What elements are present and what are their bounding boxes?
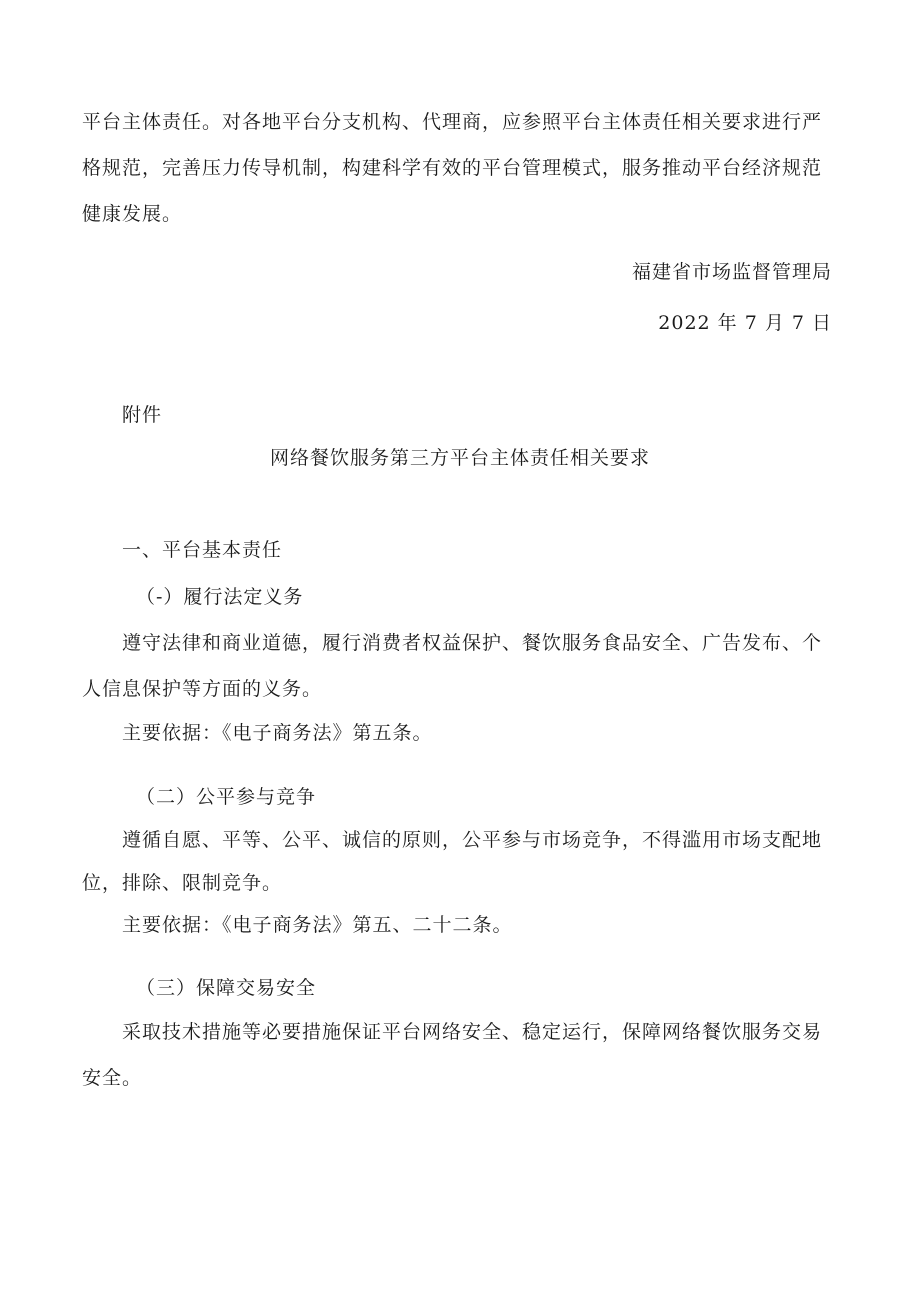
subsection-2-heading: （二）公平参与竞争 [136,786,317,808]
subsection-3-line-2: 安全。 [82,1067,143,1089]
signature-org: 福建省市场监督管理局 [631,261,832,283]
subsection-2-line-2: 位，排除、限制竞争。 [82,872,283,894]
subsection-3-line-1: 采取技术措施等必要措施保证平台网络安全、稳定运行，保障网络餐饮服务交易 [122,1021,823,1043]
section-1-heading: 一、平台基本责任 [122,539,283,561]
intro-paragraph-line-2: 格规范，完善压力传导机制，构建科学有效的平台管理模式，服务推动平台经济规范 [82,157,823,179]
attachment-title: 网络餐饮服务第三方平台主体责任相关要求 [269,447,650,469]
subsection-1-heading: （-）履行法定义务 [136,586,304,608]
signature-date: 2022 年 7 月 7 日 [658,312,832,334]
subsection-3-heading: （三）保障交易安全 [136,977,317,999]
subsection-1-basis: 主要依据：《电子商务法》第五条。 [122,722,433,744]
subsection-2-line-1: 遵循自愿、平等、公平、诚信的原则，公平参与市场竞争，不得滥用市场支配地 [122,829,823,851]
subsection-1-line-2: 人信息保护等方面的义务。 [82,678,323,700]
subsection-2-basis: 主要依据：《电子商务法》第五、二十二条。 [122,914,513,936]
intro-paragraph-line-1: 平台主体责任。对各地平台分支机构、代理商，应参照平台主体责任相关要求进行严 [82,111,823,133]
subsection-1-line-1: 遵守法律和商业道德，履行消费者权益保护、餐饮服务食品安全、广告发布、个 [122,632,823,654]
attachment-label: 附件 [122,404,163,426]
intro-paragraph-line-3: 健康发展。 [82,203,183,225]
